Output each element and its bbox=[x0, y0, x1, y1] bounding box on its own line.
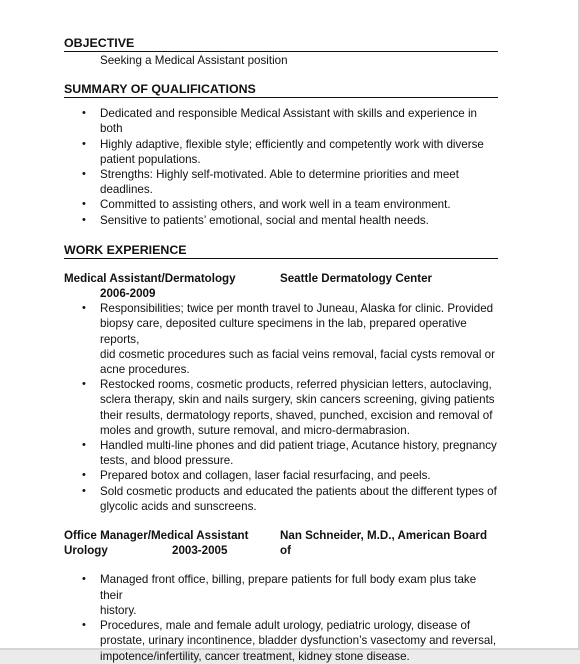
list-item-line: biopsy care, deposited culture specimens in the lab, prepared operative reports, bbox=[100, 317, 467, 346]
bullet-icon: • bbox=[82, 573, 86, 586]
list-item-line: glycolic acids and sunscreens. bbox=[100, 499, 257, 513]
list-item-line: Strengths: Highly self-motivated. Able to determine priorities and meet bbox=[100, 168, 459, 182]
list-item-line: Procedures, male and female adult urology, pediatric urology, disease of bbox=[100, 619, 471, 633]
objective-heading: OBJECTIVE bbox=[64, 36, 498, 52]
list-item-line: Restocked rooms, cosmetic products, referred physician letters, autoclaving, bbox=[100, 378, 492, 392]
bullet-icon: • bbox=[82, 439, 86, 452]
bullet-icon: • bbox=[82, 302, 86, 315]
list-item bbox=[64, 301, 498, 377]
job-2-employer: Nan Schneider, M.D., American Board of bbox=[280, 529, 488, 558]
list-item-line: Dedicated and responsible Medical Assistant with skills and experience in both bbox=[100, 107, 478, 136]
bullet-icon: • bbox=[82, 168, 86, 181]
job-2-duties-list bbox=[64, 572, 498, 663]
job-2-header-line-2 bbox=[64, 543, 498, 558]
bullet-icon: • bbox=[82, 378, 86, 391]
job-1-employer: Seattle Dermatology Center bbox=[280, 271, 433, 285]
resume-content bbox=[64, 36, 498, 664]
list-item bbox=[64, 167, 498, 197]
list-item-line: Committed to assisting others, and work well in a team environment. bbox=[100, 198, 451, 212]
list-item-line: Sensitive to patients’ emotional, social and mental health needs. bbox=[100, 213, 429, 227]
list-item bbox=[64, 484, 498, 514]
list-item-line: impotence/infertility, cancer treatment, kidney stone disease. bbox=[100, 649, 410, 663]
job-1-dates: 2006-2009 bbox=[100, 287, 156, 301]
job-1-duties-list bbox=[64, 301, 498, 514]
summary-heading: SUMMARY OF QUALIFICATIONS bbox=[64, 82, 498, 98]
list-item bbox=[64, 137, 498, 167]
list-item-line: Responsibilities; twice per month travel to Juneau, Alaska for clinic. Provided bbox=[100, 302, 494, 316]
list-item bbox=[64, 438, 498, 468]
job-1-title: Medical Assistant/Dermatology bbox=[64, 271, 236, 285]
list-item-line: their results, dermatology reports, shaved, punched, excision and removal of bbox=[100, 408, 493, 422]
list-item-line: sclera therapy, skin and nails surgery, skin cancers screening, giving patients bbox=[100, 393, 495, 407]
job-2-title-continued: Urology bbox=[64, 544, 108, 558]
list-item bbox=[64, 618, 498, 664]
bullet-icon: • bbox=[82, 619, 86, 632]
bullet-icon: • bbox=[82, 469, 86, 482]
bullet-icon: • bbox=[82, 107, 86, 120]
list-item-line: patient populations. bbox=[100, 152, 201, 166]
bullet-icon: • bbox=[82, 213, 86, 226]
job-2-title: Office Manager/Medical Assistant bbox=[64, 529, 249, 543]
list-item-line: history. bbox=[100, 603, 137, 617]
list-item bbox=[64, 572, 498, 618]
list-item bbox=[64, 197, 498, 212]
list-item-line: Highly adaptive, flexible style; efficiently and competently work with diverse bbox=[100, 137, 484, 151]
job-2-dates: 2003-2005 bbox=[172, 544, 228, 558]
list-item bbox=[64, 106, 498, 136]
job-1-header bbox=[64, 271, 498, 286]
list-item bbox=[64, 377, 498, 438]
list-item-line: moles and growth, suture removal, and micro-dermabrasion. bbox=[100, 423, 410, 437]
bullet-icon: • bbox=[82, 484, 86, 497]
list-item-line: Sold cosmetic products and educated the patients about the different types of bbox=[100, 484, 497, 498]
bullet-icon: • bbox=[82, 137, 86, 150]
list-item-line: acne procedures. bbox=[100, 363, 190, 377]
list-item-line: deadlines. bbox=[100, 183, 153, 197]
list-item-line: Prepared botox and collagen, laser facial resurfacing, and peels. bbox=[100, 469, 431, 483]
objective-text: Seeking a Medical Assistant position bbox=[100, 54, 288, 67]
list-item bbox=[64, 213, 498, 228]
list-item-line: Handled multi-line phones and did patient triage, Acutance history, pregnancy bbox=[100, 439, 497, 453]
list-item bbox=[64, 468, 498, 483]
list-item-line: prostate, urinary incontinence, bladder dysfunction’s vasectomy and reversal, bbox=[100, 634, 497, 648]
summary-list bbox=[64, 106, 498, 228]
list-item-line: did cosmetic procedures such as facial veins removal, facial cysts removal or bbox=[100, 347, 495, 361]
list-item-line: tests, and blood pressure. bbox=[100, 454, 234, 468]
work-experience-heading: WORK EXPERIENCE bbox=[64, 243, 498, 259]
bullet-icon: • bbox=[82, 198, 86, 211]
list-item-line: Managed front office, billing, prepare patients for full body exam plus take their bbox=[100, 573, 477, 602]
